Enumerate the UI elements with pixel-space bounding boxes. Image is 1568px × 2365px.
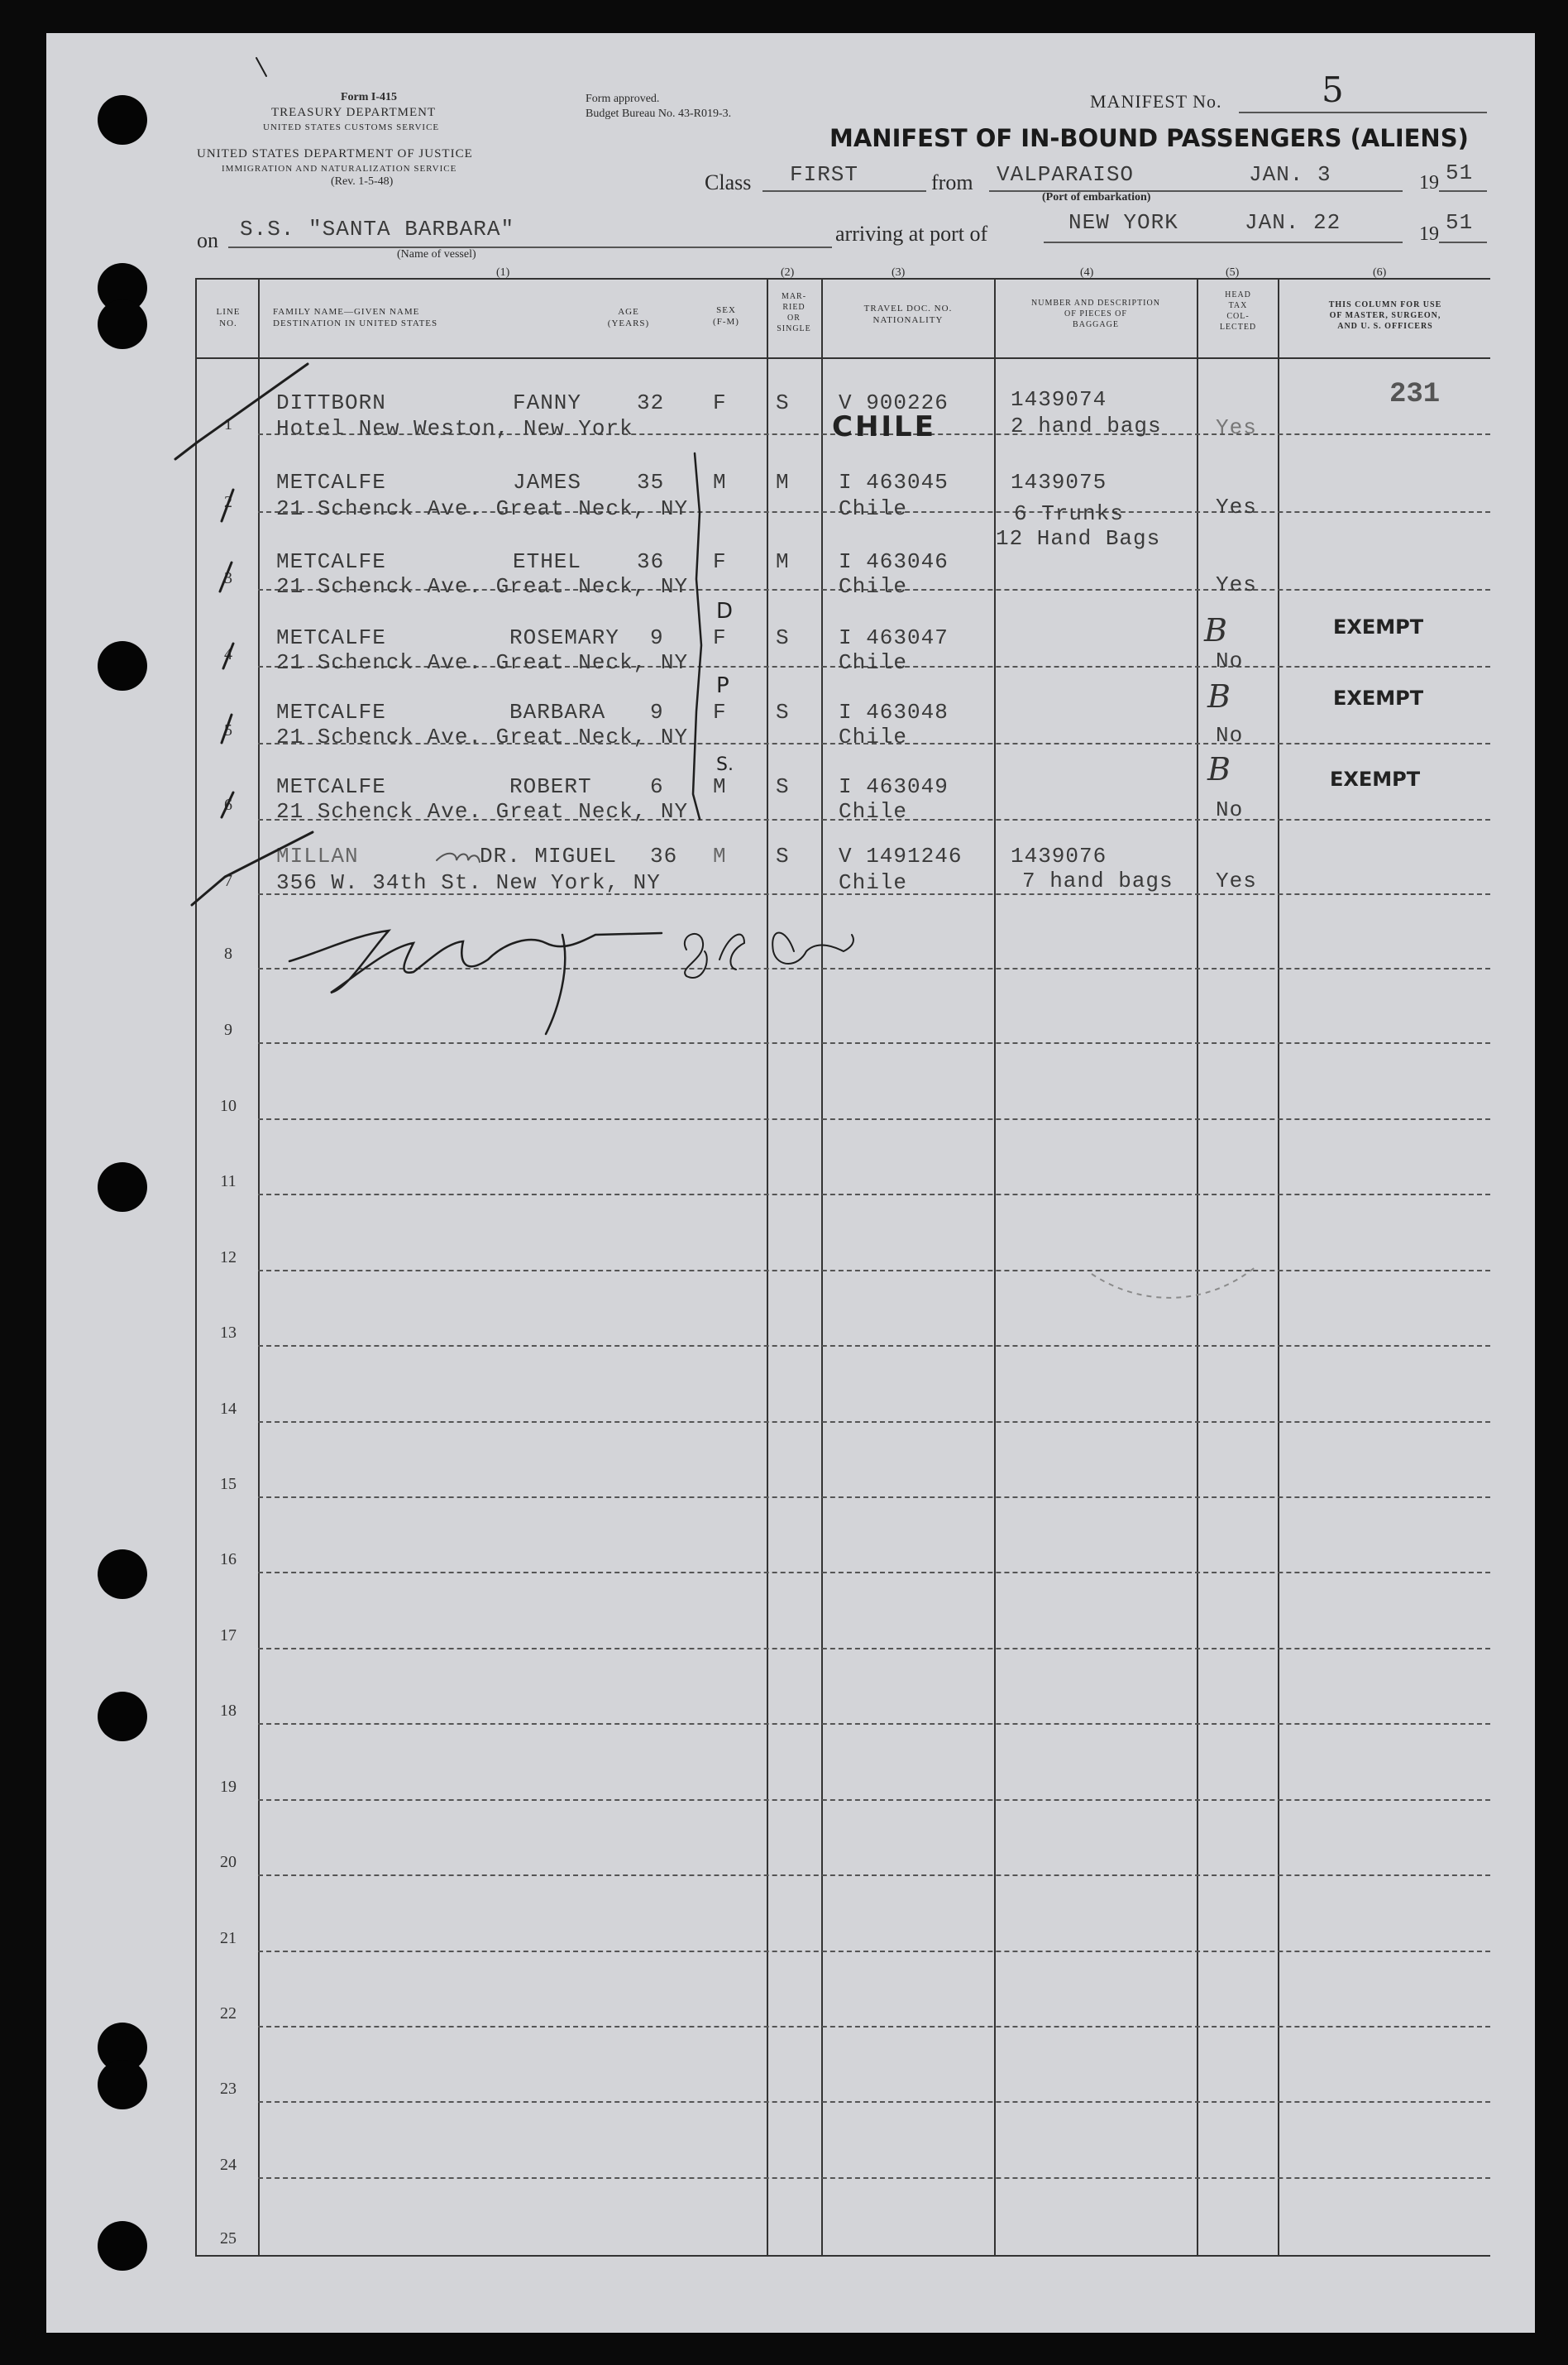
head-tax-mark: B [1207,678,1231,715]
port-of-embarkation-caption: (Port of embarkation) [1042,191,1151,203]
passenger-age: 9 [650,625,664,650]
faint-stamp-arc [1092,1266,1257,1298]
fold-mark [256,58,266,76]
travel-doc-number: I 463046 [839,549,949,574]
line-number: 1 [224,415,232,433]
line-number: 3 [224,569,232,587]
arrival-year-value: 51 [1446,210,1474,235]
col-num-4: (4) [1080,266,1094,279]
head-tax-mark: B [1207,751,1231,788]
travel-doc-number: I 463047 [839,625,949,650]
destination: 21 Schenck Ave. Great Neck, NY [276,725,689,749]
line-number: 9 [224,1021,232,1039]
line-number: 7 [224,872,232,890]
form-number: Form I-415 [341,91,398,103]
passenger-age: 36 [637,549,665,574]
line-number: 6 [224,796,232,814]
header-married: MAR- RIED OR SINGLE [777,292,811,333]
passenger-sex: M [713,774,727,799]
passenger-marital-status: S [776,774,790,799]
nationality: Chile [839,725,908,749]
signature-mark [685,934,707,978]
customs-service: UNITED STATES CUSTOMS SERVICE [263,122,440,132]
sex-annotation: D [716,599,734,624]
exempt-stamp: EXEMPT [1330,768,1421,791]
bracket-mark [693,453,701,819]
class-value: FIRST [790,162,859,187]
passenger-family-name: METCALFE [276,549,386,574]
line-number: 13 [220,1324,237,1342]
passenger-sex: F [713,549,727,574]
head-tax-collected: Yes [1216,415,1257,440]
line-number: 18 [220,1702,237,1720]
initial-mark [437,854,480,862]
col-num-2: (2) [781,266,795,279]
checkmark [192,832,313,905]
nationality: Chile [839,650,908,675]
arriving-label: arriving at port of [835,222,988,246]
head-tax-collected: No [1216,797,1244,822]
baggage-description: 6 Trunks [1014,501,1124,526]
line-number: 4 [224,645,232,663]
signature-mark [289,931,662,993]
head-tax-collected: No [1216,649,1244,673]
col-num-5: (5) [1226,266,1240,279]
nationality: Chile [839,870,908,895]
destination: Hotel New Weston, New York [276,416,633,441]
nationality: Chile [839,496,908,521]
exempt-stamp: EXEMPT [1333,615,1424,639]
passenger-sex: F [713,625,727,650]
manifest-number: 5 [1322,69,1344,110]
destination: 356 W. 34th St. New York, NY [276,870,661,895]
passenger-sex: M [713,844,727,869]
passenger-given-name: JAMES [513,470,582,495]
passenger-sex: F [713,390,727,415]
travel-doc-number: I 463049 [839,774,949,799]
checkmark [175,364,308,459]
passenger-given-name: FANNY [513,390,582,415]
head-tax-collected: Yes [1216,869,1257,893]
line-number: 14 [220,1400,237,1418]
passenger-family-name: METCALFE [276,774,386,799]
checkmark [222,490,233,521]
line-number: 19 [220,1778,237,1796]
baggage-description: 7 hand bags [1022,869,1174,893]
passenger-family-name: METCALFE [276,470,386,495]
arrival-port: NEW YORK [1068,210,1178,235]
signature-mark [772,933,853,965]
line-number: 10 [220,1097,237,1115]
signature-mark [719,935,744,969]
nationality: CHILE [832,410,936,443]
nationality: Chile [839,574,908,599]
line-number: 17 [220,1626,237,1644]
treasury-department: TREASURY DEPARTMENT [271,106,437,119]
from-date: JAN. 3 [1249,162,1331,187]
header-name: FAMILY NAME—GIVEN NAME DESTINATION IN UNITED STATES [273,307,438,328]
destination: 21 Schenck Ave. Great Neck, NY [276,650,689,675]
sex-annotation: P [716,673,729,698]
line-number: 22 [220,2004,237,2023]
passenger-age: 9 [650,700,664,725]
arrival-date: JAN. 22 [1245,210,1341,235]
passenger-family-name: METCALFE [276,700,386,725]
line-number: 21 [220,1929,237,1947]
manifest-title: MANIFEST OF IN-BOUND PASSENGERS (ALIENS) [829,124,1469,152]
travel-doc-number: I 463048 [839,700,949,725]
head-tax-collected: Yes [1216,572,1257,597]
line-number: 5 [224,721,232,740]
line-number: 24 [220,2156,237,2174]
header-age: AGE (YEARS) [607,307,650,328]
manifest-no-label: MANIFEST No. [1090,91,1222,112]
col-num-1: (1) [496,266,510,279]
passenger-family-name: DITTBORN [276,390,386,415]
passenger-marital-status: S [776,844,790,869]
header-head-tax: HEAD TAX COL- LECTED [1219,290,1257,332]
passenger-given-name: ROBERT [509,774,592,799]
passenger-given-name: BARBARA [509,700,606,725]
vessel-name: S.S. "SANTA BARBARA" [240,217,515,242]
line-number: 11 [220,1172,237,1190]
passenger-marital-status: S [776,625,790,650]
passenger-sex: M [713,470,727,495]
baggage-number: 1439075 [1011,470,1107,495]
passenger-marital-status: M [776,470,790,495]
sex-annotation: S. [716,754,734,775]
passenger-marital-status: M [776,549,790,574]
travel-doc-number: V 900226 [839,390,949,415]
signature-mark [546,935,565,1034]
from-year-value: 51 [1446,160,1474,185]
col-num-6: (6) [1373,266,1387,279]
header-officers: THIS COLUMN FOR USE OF MASTER, SURGEON, AND U. S. OFFICERS [1328,300,1442,331]
passenger-marital-status: S [776,390,790,415]
line-number: 12 [220,1248,237,1266]
checkmark [222,792,233,817]
passenger-marital-status: S [776,700,790,725]
checkmark [223,644,233,668]
line-number: 16 [220,1550,237,1568]
department-of-justice: UNITED STATES DEPARTMENT OF JUSTICE [197,147,473,160]
checkmark [222,715,232,743]
from-label: from [931,170,973,194]
passenger-sex: F [713,700,727,725]
head-tax-collected: No [1216,723,1244,748]
passenger-age: 32 [637,390,665,415]
baggage-description: 2 hand bags [1011,414,1162,438]
line-number: 20 [220,1853,237,1871]
line-number: 15 [220,1475,237,1493]
passenger-age: 36 [650,844,678,869]
class-label: Class [705,170,752,194]
line-number: 2 [224,493,232,511]
passenger-family-name: METCALFE [276,625,386,650]
form-approved: Form approved. [586,93,660,105]
officer-stamp-number: 231 [1389,379,1441,410]
passenger-given-name: ROSEMARY [509,625,619,650]
destination: 21 Schenck Ave. Great Neck, NY [276,574,689,599]
line-number: 25 [220,2229,237,2248]
on-label: on [197,228,218,252]
header-travel-doc: TRAVEL DOC. NO. NATIONALITY [863,304,953,325]
from-port: VALPARAISO [997,162,1135,187]
budget-bureau-number: Budget Bureau No. 43-R019-3. [586,108,732,120]
travel-doc-number: I 463045 [839,470,949,495]
col-num-3: (3) [892,266,906,279]
passenger-family-name: MILLAN [276,844,359,869]
destination: 21 Schenck Ave. Great Neck, NY [276,799,689,824]
header-sex: SEX (F-M) [713,305,739,327]
passenger-given-name: ETHEL [513,549,582,574]
line-number: 8 [224,945,232,963]
baggage-description: 12 Hand Bags [996,526,1161,551]
header-line-no: LINE NO. [216,307,241,328]
ins-label: IMMIGRATION AND NATURALIZATION SERVICE [222,164,457,174]
travel-doc-number: V 1491246 [839,844,963,869]
checkmark [220,563,232,591]
passenger-given-name: DR. MIGUEL [480,844,618,869]
baggage-number: 1439076 [1011,844,1107,869]
head-tax-collected: Yes [1216,495,1257,519]
passenger-age: 35 [637,470,665,495]
arrival-year-prefix: 19 [1419,223,1439,245]
from-year-prefix: 19 [1419,172,1439,194]
nationality: Chile [839,799,908,824]
passenger-age: 6 [650,774,664,799]
head-tax-mark: B [1204,612,1227,649]
revision-date: (Rev. 1-5-48) [331,175,394,188]
destination: 21 Schenck Ave. Great Neck, NY [276,496,689,521]
name-of-vessel-caption: (Name of vessel) [397,248,476,261]
line-number: 23 [220,2080,237,2098]
exempt-stamp: EXEMPT [1333,687,1424,710]
baggage-number: 1439074 [1011,387,1107,412]
header-baggage: NUMBER AND DESCRIPTION OF PIECES OF BAGGAGE [1031,299,1160,329]
